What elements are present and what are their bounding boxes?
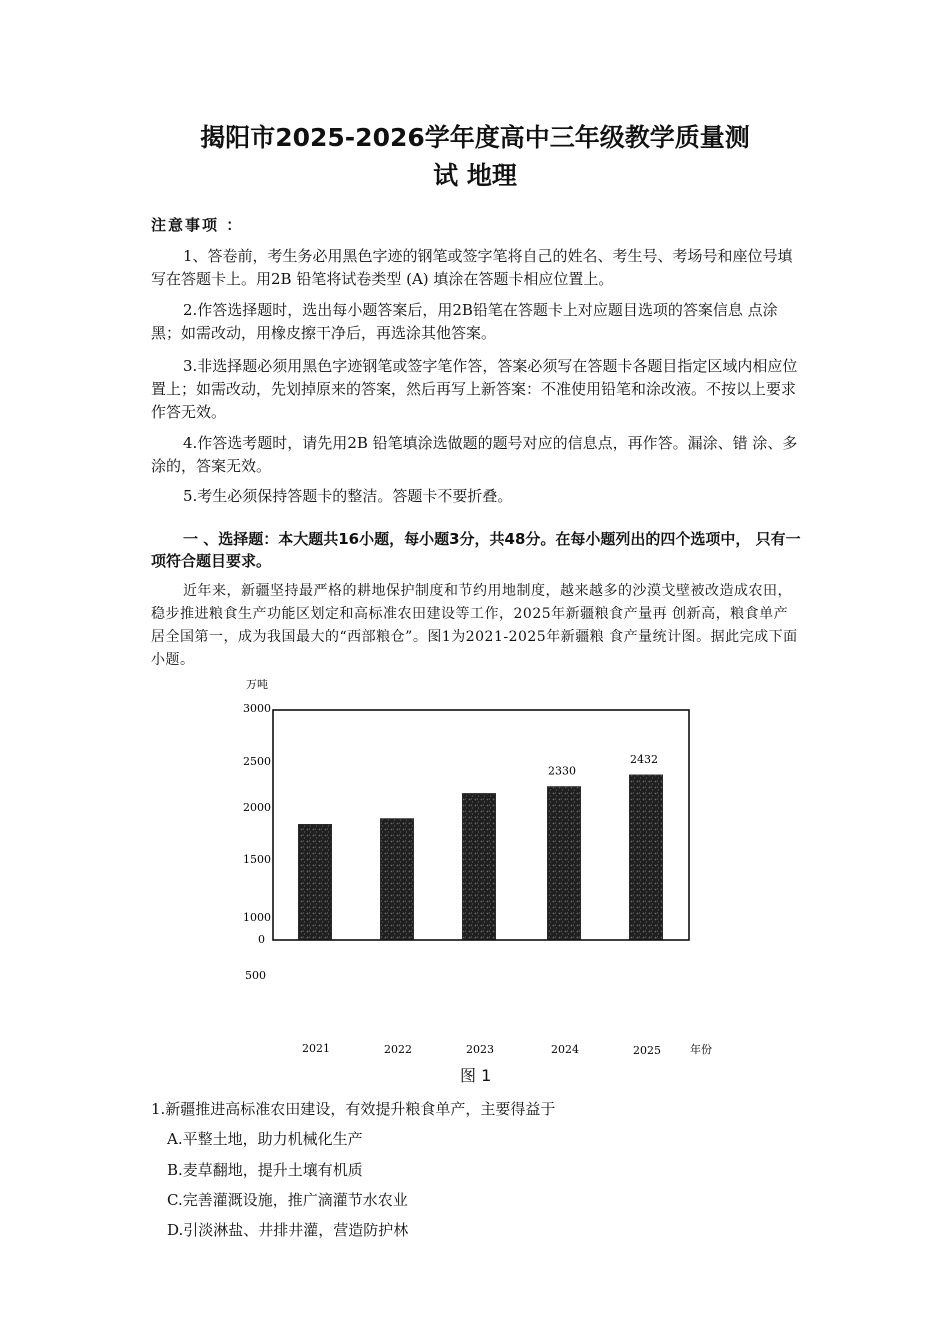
notice-item: 1、答卷前，考生务必用黑色字迹的钢笔或签字笔将自己的姓名、考生号、考场号和座位号填写在答题卡上。用2B 铅笔将试卷类型 (A) 填涂在答题卡相应位置上。 (151, 247, 793, 288)
notice-heading: 注意事项 ： (151, 216, 244, 234)
bar-2021 (299, 825, 332, 940)
y-tick-label: 1500 (243, 853, 271, 866)
y-tick-label: 3000 (243, 702, 271, 715)
question-stem: 1.新疆推进高标准农田建设，有效提升粮食单产，主要得益于 (151, 1100, 556, 1118)
x-tick-label-2024: 2024 (551, 1043, 579, 1056)
y-tick-label: 2000 (243, 801, 271, 814)
notice-item: 3.非选择题必须用黑色字迹钢笔或签字笔作答，答案必须写在答题卡各题目指定区域内相应位置上；如需改动，先划掉原来的答案，然后再写上新答案：不准使用铅笔和涂改液。不按以上要求作答无效。 (151, 357, 798, 421)
y-tick-label: 500 (245, 969, 266, 982)
x-tick-label-2021: 2021 (302, 1042, 330, 1055)
bar-2022 (381, 819, 414, 939)
option-c: C.完善灌溉设施，推广滴灌节水农业 (167, 1191, 408, 1209)
y-axis-label: 万吨 (246, 678, 268, 691)
data-label-2024: 2330 (548, 764, 576, 778)
figure-caption: 图 1 (460, 1066, 492, 1085)
bar-2025 (630, 775, 663, 939)
page-title: 揭阳市2025-2026学年度高中三年级教学质量测 (200, 123, 750, 152)
bar-2024 (548, 787, 581, 939)
option-a: A.平整土地，助力机械化生产 (167, 1130, 363, 1148)
page-title-continued: 试 地理 (433, 161, 517, 190)
y-tick-label: 0 (258, 933, 265, 946)
question-intro: 近年来，新疆坚持最严格的耕地保护制度和节约用地制度，越来越多的沙漠戈壁被改造成农田，稳步推进粮食生产功能区划定和高标准农田建设等工作，2025年新疆粮食产量再 创新高，粮食单产居全国第一，成为我国最大的“西部粮仓”。图1为2021-2025年新疆粮 食产量统计图。据此完成下面小题。 (151, 583, 798, 668)
notice-item: 2.作答选择题时，选出每小题答案后，用2B铅笔在答题卡上对应题目选项的答案信息 点涂黑；如需改动，用橡皮擦干净后，再选涂其他答案。 (151, 301, 778, 342)
option-b: B.麦草翻地，提升土壤有机质 (167, 1161, 363, 1179)
option-d: D.引淡淋盐、井排井灌，营造防护林 (167, 1221, 409, 1239)
bar-2023 (463, 794, 496, 939)
notice-item: 4.作答选考题时，请先用2B 铅笔填涂选做题的题号对应的信息点，再作答。漏涂、错 涂、多涂的，答案无效。 (151, 434, 798, 475)
y-tick-label: 2500 (243, 755, 271, 768)
x-tick-label-2025: 2025 (633, 1044, 661, 1057)
x-axis-label: 年份 (690, 1043, 712, 1056)
section-heading: 一 、选择题：本大题共16小题，每小题3分，共48分。在每小题列出的四个选项中， 只有一项符合题目要求。 (151, 530, 801, 570)
notice-item: 5.考生必须保持答题卡的整洁。答题卡不要折叠。 (183, 487, 513, 505)
y-tick-label: 1000 (243, 911, 271, 924)
x-tick-label-2023: 2023 (466, 1043, 494, 1056)
data-label-2025: 2432 (630, 753, 658, 767)
x-tick-label-2022: 2022 (384, 1043, 412, 1056)
